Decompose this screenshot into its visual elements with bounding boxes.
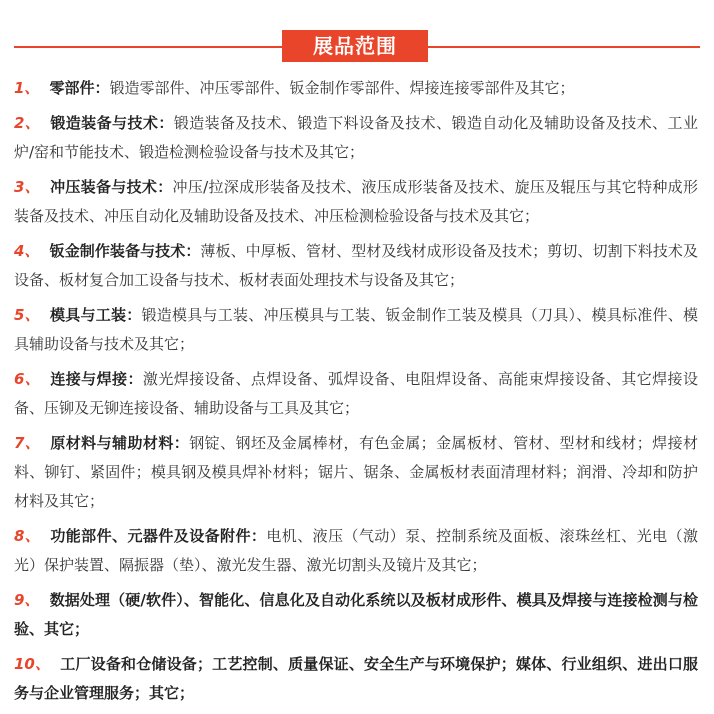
item-description: 冲压/拉深成形装备及技术、液压成形装备及技术、旋压及辊压与其它特种成形装备及技术、冲压自动化及辅助设备及技术、冲压检测检验设备与技术及其它； bbox=[14, 178, 698, 225]
item-category: 连接与焊接： bbox=[50, 370, 143, 388]
list-item bbox=[14, 365, 698, 423]
item-number: 5、 bbox=[14, 306, 40, 324]
list-item bbox=[14, 301, 698, 359]
item-description: 薄板、中厚板、管材、型材及线材成形设备及技术；剪切、切割下料技术及设备、板材复合加工设备与技术、板材表面处理技术与设备及其它； bbox=[14, 242, 698, 289]
item-description: 锻造零部件、冲压零部件、钣金制作零部件、焊接连接零部件及其它； bbox=[109, 79, 575, 97]
item-number: 3、 bbox=[14, 178, 41, 196]
item-category: 数据处理（硬/软件）、智能化、信息化及自动化系统以及板材成形件、模具及焊接与连接检测与检验、其它； bbox=[14, 591, 699, 638]
item-description: 电机、液压（气动）泵、控制系统及面板、滚珠丝杠、光电（激光）保护装置、隔振器（垫）、激光发生器、激光切割头及镜片及其它； bbox=[14, 527, 698, 574]
item-number: 4、 bbox=[14, 242, 40, 260]
section-header bbox=[0, 30, 714, 62]
section-title: 展品范围 bbox=[282, 30, 428, 62]
list-item bbox=[14, 237, 698, 295]
list-item bbox=[14, 650, 698, 708]
item-number: 10、 bbox=[14, 655, 51, 673]
list-item bbox=[14, 74, 698, 103]
exhibit-scope-list bbox=[14, 74, 698, 714]
item-category: 锻造装备与技术： bbox=[50, 114, 174, 132]
header-divider-left bbox=[14, 46, 282, 48]
item-description: 钢锭、钢坯及金属棒材，有色金属；金属板材、管材、型材和线材；焊接材料、铆钉、紧固件；模具钢及模具焊补材料；锯片、锯条、金属板材表面清理材料；润滑、冷却和防护材料及其它； bbox=[14, 434, 698, 510]
header-divider-right bbox=[428, 46, 700, 48]
item-category: 零部件： bbox=[49, 79, 110, 97]
item-number: 1、 bbox=[14, 79, 40, 97]
item-description: 锻造装备及技术、锻造下料设备及技术、锻造自动化及辅助设备及技术、工业炉/窑和节能技术、锻造检测检验设备与技术及其它； bbox=[14, 114, 698, 161]
list-item bbox=[14, 109, 698, 167]
item-number: 2、 bbox=[14, 114, 41, 132]
item-number: 6、 bbox=[14, 370, 41, 388]
item-number: 9、 bbox=[14, 591, 40, 609]
item-description: 锻造模具与工装、冲压模具与工装、钣金制作工装及模具（刀具）、模具标准件、模具辅助设备与技术及其它； bbox=[14, 306, 698, 353]
item-category: 钣金制作装备与技术： bbox=[49, 242, 201, 260]
item-category: 功能部件、元器件及设备附件： bbox=[50, 527, 267, 545]
item-category: 模具与工装： bbox=[49, 306, 142, 324]
list-item bbox=[14, 429, 698, 516]
list-item bbox=[14, 522, 698, 580]
item-category: 工厂设备和仓储设备；工艺控制、质量保证、安全生产与环境保护；媒体、行业组织、进出口服务与企业管理服务；其它； bbox=[14, 655, 699, 702]
list-item bbox=[14, 173, 698, 231]
item-number: 7、 bbox=[14, 434, 41, 452]
item-category: 原材料与辅助材料： bbox=[50, 434, 190, 452]
item-description: 激光焊接设备、点焊设备、弧焊设备、电阻焊设备、高能束焊接设备、其它焊接设备、压铆及无铆连接设备、辅助设备与工具及其它； bbox=[14, 370, 698, 417]
item-category: 冲压装备与技术： bbox=[50, 178, 173, 196]
item-number: 8、 bbox=[14, 527, 41, 545]
list-item bbox=[14, 586, 698, 644]
